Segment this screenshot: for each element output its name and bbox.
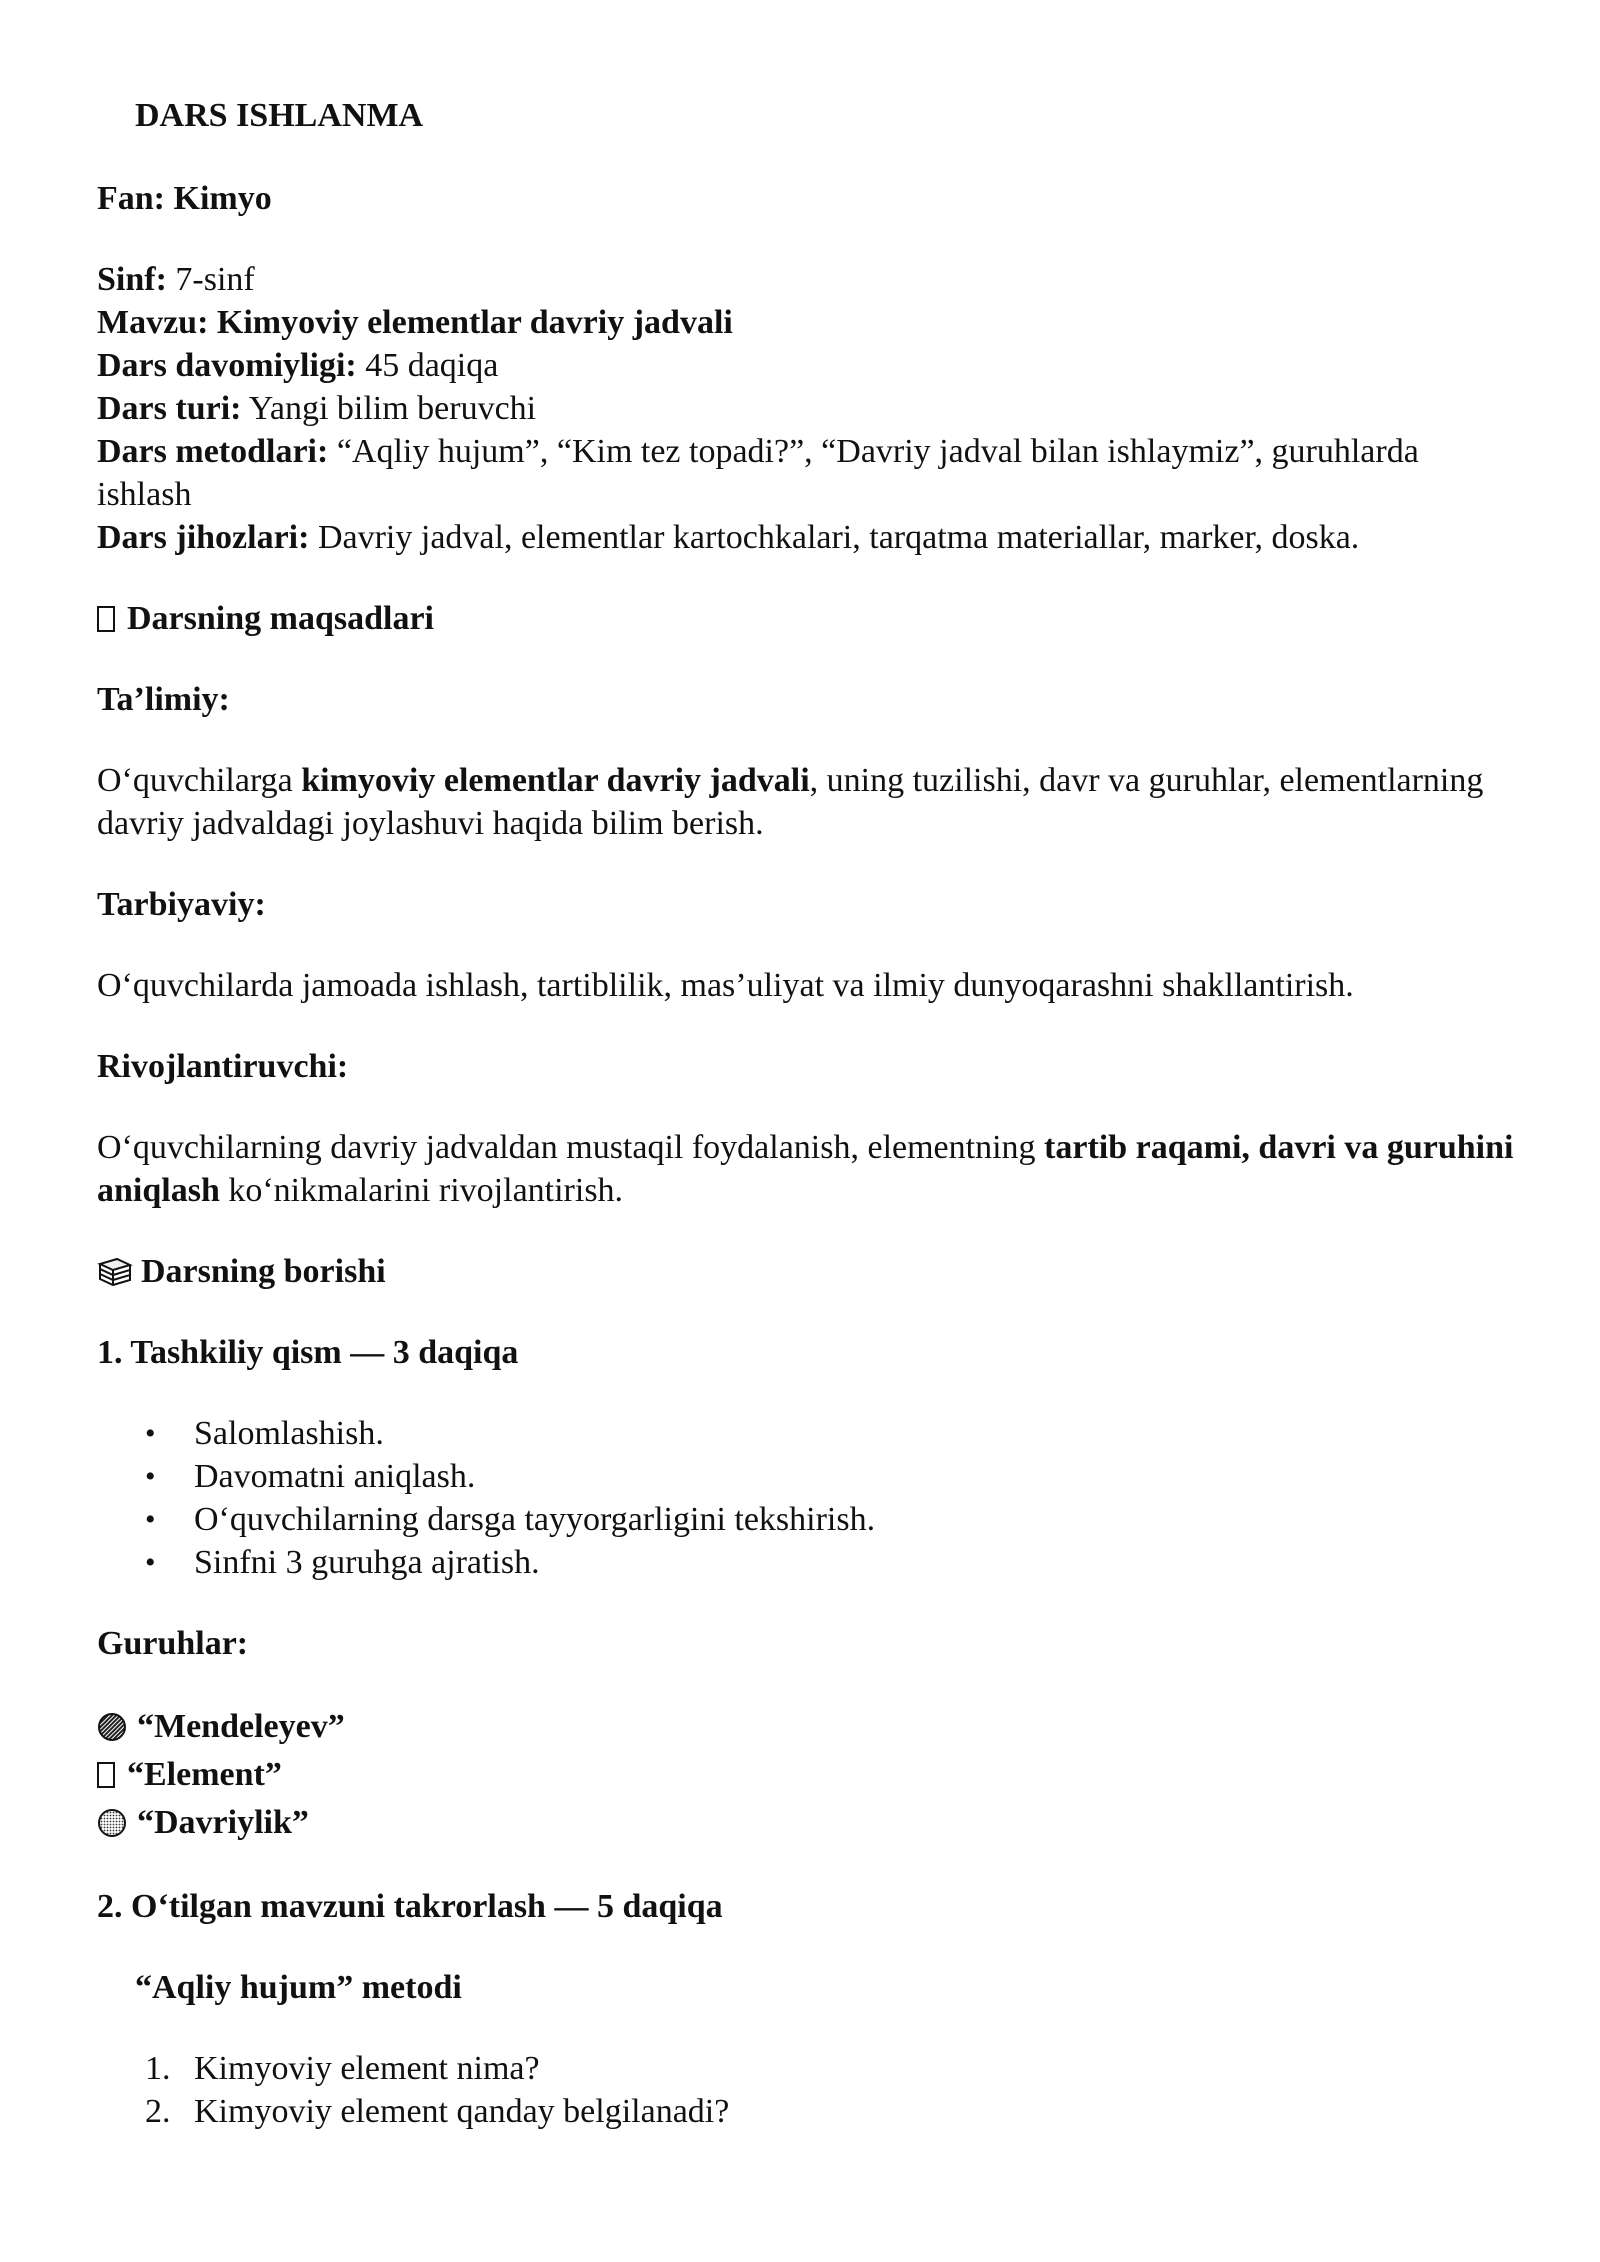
lesson-type-line (97, 387, 1517, 430)
lesson-type-value: Yangi bilim beruvchi (241, 390, 537, 427)
equipment-line (97, 516, 1517, 559)
list-item-text: Kimyoviy element qanday belgilanadi? (194, 2093, 730, 2130)
group-item-mendeleyev (97, 1703, 1517, 1751)
educational-goal-heading: Ta’limiy: (97, 681, 230, 718)
list-item (97, 2047, 1517, 2090)
lesson-flow-heading (97, 1250, 1517, 1293)
methods-label: Dars metodlari: (97, 433, 329, 470)
developmental-goal-text-start: O‘quvchilarning davriy jadvaldan mustaqil foydalanish, elementning (97, 1129, 1045, 1166)
list-item: • Sinfni 3 guruhga ajratish. (97, 1541, 1517, 1584)
lesson-info-block (97, 258, 1517, 559)
organizational-steps-list (97, 1412, 1517, 1584)
list-item: • O‘quvchilarning darsga tayyorgarligini tekshirish. (97, 1498, 1517, 1541)
goals-heading (97, 597, 1517, 640)
list-item-number: 1. (145, 2050, 171, 2087)
section-2-heading: 2. O‘tilgan mavzuni takrorlash — 5 daqiqa (97, 1888, 723, 1925)
list-item: • Davomatni aniqlash. (97, 1455, 1517, 1498)
educational-goal-text-end: , uning tuzilishi, davr va guruhlar, elementlarning davriy jadvaldagi joylashuvi haqida bilim berish. (97, 762, 1484, 842)
review-questions-list (97, 2047, 1517, 2133)
groups-list (97, 1703, 1517, 1847)
developmental-goal-emphasis: tartib raqami, davri va guruhini aniqlash (97, 1129, 1514, 1209)
groups-heading: Guruhlar: (97, 1625, 249, 1662)
group-name: “Mendeleyev” (137, 1708, 345, 1745)
upbringing-goal-text: O‘quvchilarda jamoada ishlash, tartiblilik, mas’uliyat va ilmiy dunyoqarashni shakllantirish. (97, 967, 1354, 1004)
dark-circle-icon (97, 1708, 127, 1738)
group-name: “Davriylik” (137, 1804, 309, 1841)
list-item (97, 2090, 1517, 2133)
educational-goal-text-start: O‘quvchilarga (97, 762, 302, 799)
light-circle-icon (97, 1804, 127, 1834)
upbringing-goal-heading: Tarbiyaviy: (97, 886, 266, 923)
developmental-goal-text-end: ko‘nikmalarini rivojlantirish. (219, 1172, 624, 1209)
topic-line: Mavzu: Kimyoviy elementlar davriy jadvali (97, 304, 733, 341)
developmental-goal-heading: Rivojlantiruvchi: (97, 1048, 349, 1085)
grade-label: Sinf: (97, 261, 167, 298)
subject-line: Fan: Kimyo (97, 180, 272, 217)
educational-goal-emphasis: kimyoviy elementlar davriy jadvali (301, 762, 810, 799)
books-icon (97, 1254, 133, 1284)
document-title: DARS ISHLANMA (135, 97, 424, 134)
methods-value: “Aqliy hujum”, “Kim tez topadi?”, “Davriy jadval bilan ishlaymiz”, guruhlarda ishlash (97, 433, 1419, 513)
equipment-label: Dars jihozlari: (97, 519, 310, 556)
group-name: “Element” (127, 1756, 282, 1793)
duration-value: 45 daqiqa (356, 347, 499, 384)
goals-heading-text: Darsning maqsadlari (127, 600, 434, 637)
grade-value: 7-sinf (166, 261, 255, 298)
equipment-value: Davriy jadval, elementlar kartochkalari, tarqatma materiallar, marker, doska. (309, 519, 1360, 556)
group-item-element (97, 1751, 1517, 1799)
lesson-type-label: Dars turi: (97, 390, 242, 427)
educational-goal-text (97, 759, 1517, 845)
developmental-goal-text (97, 1126, 1517, 1212)
duration-label: Dars davomiyligi: (97, 347, 357, 384)
grade-line (97, 258, 1517, 301)
missing-glyph-box-icon (97, 606, 115, 632)
missing-glyph-box-icon (97, 1762, 115, 1788)
list-item-text: Kimyoviy element nima? (194, 2050, 540, 2087)
lesson-flow-heading-text: Darsning borishi (141, 1253, 386, 1290)
list-item: • Salomlashish. (97, 1412, 1517, 1455)
document-page (97, 94, 1517, 2133)
brainstorm-method-heading: “Aqliy hujum” metodi (135, 1969, 462, 2006)
duration-line (97, 344, 1517, 387)
methods-line (97, 430, 1517, 516)
list-item-number: 2. (145, 2093, 171, 2130)
group-item-davriylik (97, 1799, 1517, 1847)
section-1-heading: 1. Tashkiliy qism — 3 daqiqa (97, 1334, 519, 1371)
